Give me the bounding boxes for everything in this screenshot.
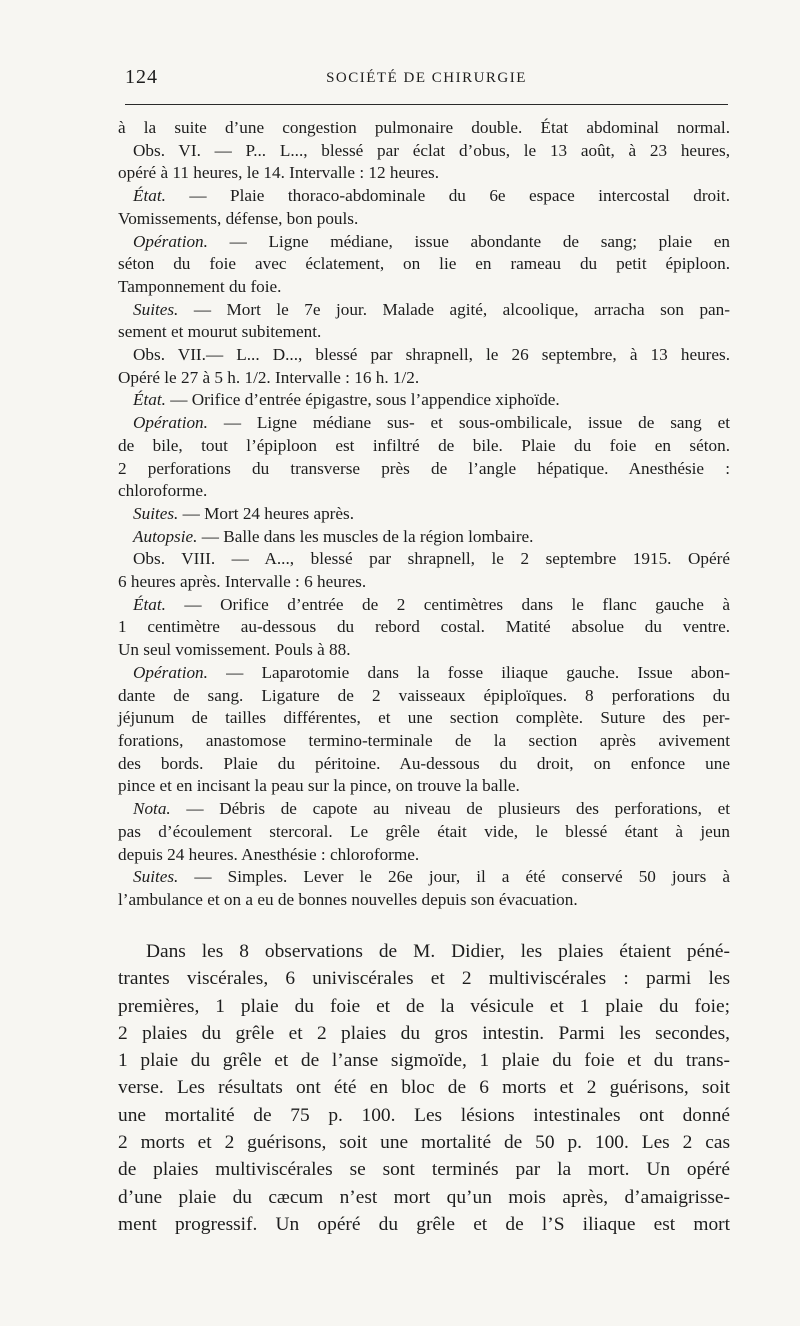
observation-line — [118, 231, 730, 254]
line-text: des bords. Plaie du péritoine. Au-dessous du droit, on enfonce une — [118, 753, 730, 773]
observation-line — [118, 344, 730, 367]
section-lead: État. — [133, 186, 166, 206]
line-text: Obs. VIII. — A..., blessé par shrapnell, le 2 septembre 1915. Opéré — [133, 549, 730, 569]
line-text: à la suite d’une congestion pulmonaire double. État abdominal normal. — [118, 118, 730, 137]
line-text: séton du foie avec éclatement, on lie en rameau du petit épiploon. — [118, 254, 730, 274]
observation-line — [118, 412, 730, 435]
line-text: — Débris de capote au niveau de plusieurs des perforations, et — [170, 799, 730, 819]
line-text: — Laparotomie dans la fosse iliaque gauche. Issue abon- — [207, 662, 730, 682]
page-number: 124 — [125, 66, 158, 88]
section-lead: Opération. — [133, 413, 208, 433]
line-text: — Mort 24 heures après. — [178, 503, 355, 523]
paragraph-line: 1 plaie du grêle et de l’anse sigmoïde, 1 plaie du foie et du trans- — [118, 1050, 730, 1072]
line-text: Tamponnement du foie. — [118, 276, 282, 296]
running-title: SOCIÉTÉ DE CHIRURGIE — [326, 70, 527, 86]
paragraph-line: une mortalité de 75 p. 100. Les lésions intestinales ont donné — [118, 1104, 730, 1126]
line-text: opéré à 11 heures, le 14. Intervalle : 12 heures. — [118, 163, 440, 183]
line-text: depuis 24 heures. Anesthésie : chloroforme. — [118, 844, 420, 864]
observation-line — [118, 730, 730, 753]
paragraph-line: 2 morts et 2 guérisons, soit une mortalité de 50 p. 100. Les 2 cas — [118, 1132, 730, 1154]
observation-line — [118, 639, 730, 662]
line-text: — Orifice d’entrée épigastre, sous l’appendice xiphoïde. — [165, 390, 560, 410]
observation-line — [118, 185, 730, 208]
line-text: pas d’écoulement stercoral. Le grêle était vide, le blessé étant à jeun — [118, 821, 730, 841]
section-lead: Opération. — [133, 231, 208, 251]
paragraph-line: trantes viscérales, 6 univiscérales et 2 multiviscérales : parmi les — [118, 968, 730, 990]
line-text: chloroforme. — [118, 481, 208, 501]
observation-line — [118, 435, 730, 458]
line-text: Un seul vomissement. Pouls à 88. — [118, 640, 351, 660]
observation-line — [118, 707, 730, 730]
observation-line — [118, 480, 730, 503]
observation-line — [118, 571, 730, 594]
observation-line — [118, 117, 730, 140]
observation-line — [118, 458, 730, 481]
paragraph-line: 2 plaies du grêle et 2 plaies du gros intestin. Parmi les secondes, — [118, 1022, 730, 1044]
line-text: pince et en incisant la peau sur la pince, on trouve la balle. — [118, 776, 520, 796]
section-lead: Suites. — [133, 503, 179, 523]
observation-line — [118, 662, 730, 685]
observation-line — [118, 140, 730, 163]
line-text: sement et mourut subitement. — [118, 322, 322, 342]
line-text: — Simples. Lever le 26e jour, il a été conservé 50 jours à — [178, 867, 730, 887]
observation-line — [118, 299, 730, 322]
line-text: 6 heures après. Intervalle : 6 heures. — [118, 572, 367, 592]
line-text: Vomissements, défense, bon pouls. — [118, 208, 359, 228]
section-lead: État. — [133, 594, 166, 614]
line-text: Obs. VII.— L... D..., blessé par shrapnell, le 26 septembre, à 13 heures. — [133, 345, 730, 365]
line-text: — Balle dans les muscles de la région lombaire. — [197, 526, 534, 546]
paragraph-line: de plaies multiviscérales se sont terminés par la mort. Un opéré — [118, 1159, 730, 1181]
observation-line — [118, 821, 730, 844]
paragraph-line: ment progressif. Un opéré du grêle et de l’S iliaque est mort — [118, 1213, 730, 1235]
section-lead: Opération. — [133, 662, 208, 682]
section-lead: Suites. — [133, 867, 179, 887]
line-text: Opéré le 27 à 5 h. 1/2. Intervalle : 16 h. 1/2. — [118, 367, 420, 387]
line-text: 2 perforations du transverse près de l’angle hépatique. Anesthésie : — [118, 458, 730, 478]
paragraph-line: d’une plaie du cæcum n’est mort qu’un mois après, d’amaigrisse- — [118, 1186, 730, 1208]
line-text: — Ligne médiane, issue abondante de sang; plaie en — [207, 231, 730, 251]
line-text: — Plaie thoraco-abdominale du 6e espace intercostal droit. — [165, 186, 730, 206]
page-header — [125, 62, 728, 92]
header-rule — [125, 104, 728, 105]
observation-line — [118, 253, 730, 276]
observation-line — [118, 208, 730, 231]
observations-block — [118, 117, 730, 912]
observation-line — [118, 526, 730, 549]
observation-line — [118, 548, 730, 571]
line-text: — Mort le 7e jour. Malade agité, alcoolique, arracha son pan- — [178, 299, 730, 319]
line-text: de bile, tout l’épiploon est infiltré de bile. Plaie du foie en séton. — [118, 435, 730, 455]
observation-line — [118, 685, 730, 708]
line-text: l’ambulance et on a eu de bonnes nouvelles depuis son évacuation. — [118, 889, 578, 909]
section-lead: État. — [133, 390, 166, 410]
observation-line — [118, 889, 730, 912]
observation-line — [118, 866, 730, 889]
line-text: — Ligne médiane sus- et sous-ombilicale, issue de sang et — [207, 413, 730, 433]
observation-line — [118, 367, 730, 390]
section-lead: Autopsie. — [133, 526, 198, 546]
observation-line — [118, 594, 730, 617]
observation-line — [118, 276, 730, 299]
observation-line — [118, 753, 730, 776]
observation-line — [118, 503, 730, 526]
section-lead: Suites. — [133, 299, 179, 319]
observation-line — [118, 616, 730, 639]
section-lead: Nota. — [133, 799, 171, 819]
paragraph-line: Dans les 8 observations de M. Didier, les plaies étaient péné- — [146, 941, 730, 962]
observation-line — [118, 798, 730, 821]
line-text: 1 centimètre au-dessous du rebord costal. Matité absolue du ventre. — [118, 617, 730, 637]
observation-line — [118, 389, 730, 412]
line-text: — Orifice d’entrée de 2 centimètres dans le flanc gauche à — [165, 594, 730, 614]
paragraph-line: verse. Les résultats ont été en bloc de 6 morts et 2 guérisons, soit — [118, 1077, 730, 1099]
line-text: dante de sang. Ligature de 2 vaisseaux épiploïques. 8 perforations du — [118, 685, 730, 705]
observation-line — [118, 844, 730, 867]
observation-line — [118, 162, 730, 185]
paragraph-line: premières, 1 plaie du foie et de la vésicule et 1 plaie du foie; — [118, 995, 730, 1017]
line-text: forations, anastomose termino-terminale de la section après avivement — [118, 730, 730, 750]
observation-line — [118, 321, 730, 344]
main-paragraph — [118, 938, 730, 1238]
line-text: Obs. VI. — P... L..., blessé par éclat d’obus, le 13 août, à 23 heures, — [133, 140, 730, 160]
observation-line — [118, 775, 730, 798]
line-text: jéjunum de tailles différentes, et une section complète. Suture des per- — [118, 708, 730, 728]
